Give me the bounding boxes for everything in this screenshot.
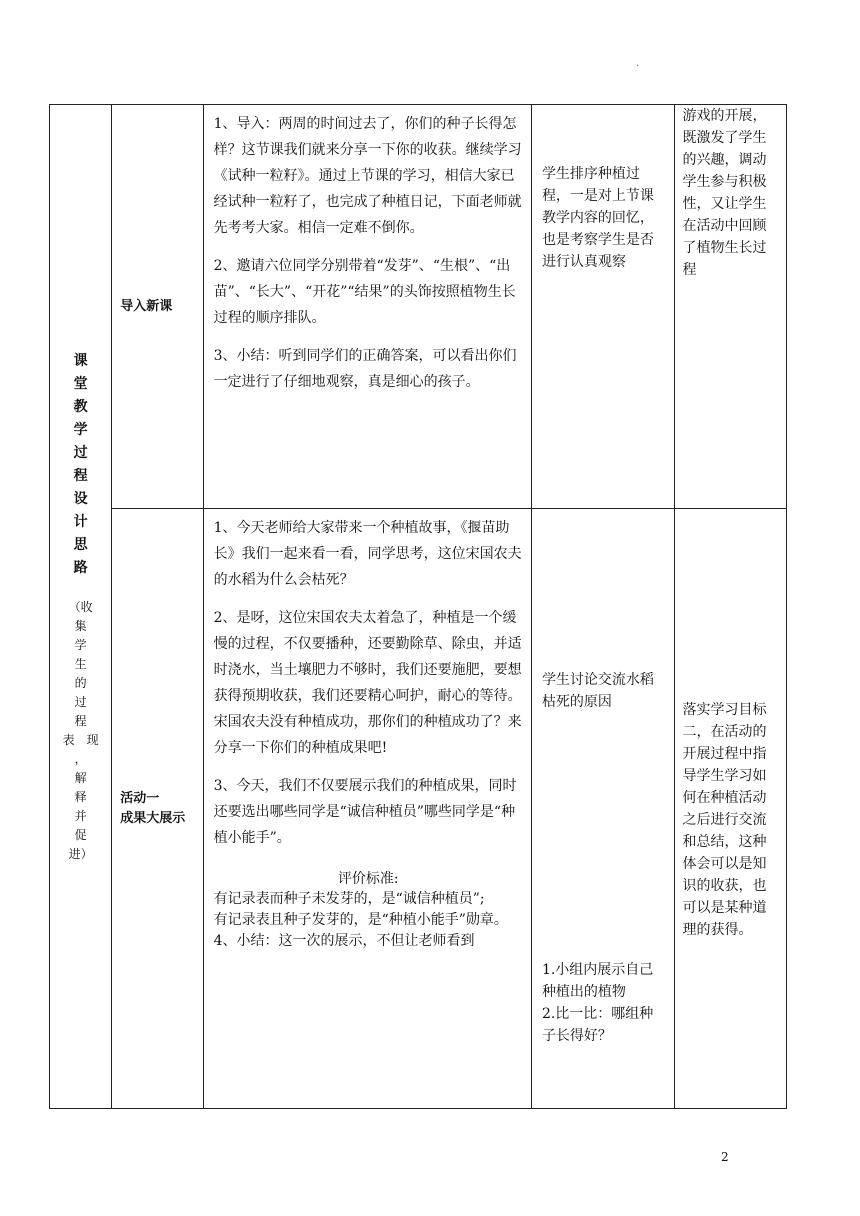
criteria-title: 评价标准: bbox=[337, 871, 399, 887]
design-intent-cell bbox=[674, 509, 786, 1109]
stage-label: 导入新课 bbox=[112, 105, 203, 509]
lesson-plan-table bbox=[49, 104, 787, 1109]
student-activity: 2.比一比：哪组种子长得好？ bbox=[541, 1006, 654, 1044]
side-heading: 课 堂 教 学 过 程 设 计 思 路 bbox=[73, 352, 88, 576]
design-intent: 游戏的开展，既激发了学生的兴趣，调动学生参与积极性，又让学生在活动中回顾了植物生长过程 bbox=[682, 108, 767, 278]
stage-label: 活动一 成果大展示 bbox=[112, 509, 203, 1109]
criteria-item: 有记录表而种子未发芽的，是“诚信种植员”; bbox=[213, 891, 485, 907]
student-activity-cell bbox=[531, 509, 674, 1109]
side-note: （收 集 学 生 的 过 程 表 现 ， 解 释 并 促 进） bbox=[62, 599, 99, 861]
paragraph: 1、今天老师给大家带来一个种植故事，《揠苗助长》我们一起来看一看，同学思考，这位宋国农夫的水稻为什么会枯死？ bbox=[213, 520, 522, 588]
design-intent: 落实学习目标二，在活动的开展过程中指导学生学习如何在种植活动之后进行交流和总结，这种体会可以是知识的收获，也可以是某种道理的获得。 bbox=[682, 702, 767, 938]
paragraph: 3、今天，我们不仅要展示我们的种植成果，同时还要选出哪些同学是“诚信种植员”哪些同学是“种植小能手”。 bbox=[213, 778, 517, 846]
page-number: 2 bbox=[721, 1150, 729, 1164]
student-activity-cell bbox=[531, 105, 674, 509]
student-activity: 学生讨论交流水稻枯死的原因 bbox=[541, 672, 654, 710]
teacher-activity-cell bbox=[203, 105, 531, 509]
table-row bbox=[50, 509, 787, 1109]
header-mark: . bbox=[636, 58, 640, 69]
criteria-item: 有记录表且种子发芽的，是“种植小能手”勋章。 bbox=[213, 912, 508, 928]
paragraph: 1、导入：两周的时间过去了，你们的种子长得怎样？这节课我们就来分享一下你的收获。继续学习《试种一粒籽》。通过上节课的学习，相信大家已经试种一粒籽了，也完成了种植日记，下面老师就先考考大家。相信一定难不倒你。 bbox=[213, 116, 522, 236]
paragraph: 2、邀请六位同学分别带着“发芽”、“生根”、“出苗”、“长大”、“开花”“结果”的头饰按照植物生长过程的顺序排队。 bbox=[213, 258, 516, 326]
table-row bbox=[50, 105, 787, 509]
student-activity: 学生排序种植过程，一是对上节课教学内容的回忆，也是考察学生是否进行认真观察 bbox=[541, 166, 654, 270]
teacher-activity-cell bbox=[203, 509, 531, 1109]
student-activity: 1.小组内展示自己种植出的植物 bbox=[541, 962, 654, 1000]
side-heading-cell bbox=[50, 105, 112, 1109]
design-intent-cell bbox=[674, 105, 786, 509]
paragraph: 2、是呀，这位宋国农夫太着急了，种植是一个缓慢的过程，不仅要播种，还要勤除草、除虫，并适时浇水，当土壤肥力不够时，我们还要施肥，要想获得预期收获，我们还要精心呵护，耐心的等待。宋国农夫没有种植成功，那你们的种植成功了？来分享一下你们的种植成果吧! bbox=[213, 610, 522, 756]
paragraph: 3、小结：听到同学们的正确答案，可以看出你们一定进行了仔细地观察，真是细心的孩子。 bbox=[213, 348, 517, 390]
summary-line: 4、小结：这一次的展示，不但让老师看到 bbox=[213, 933, 475, 949]
